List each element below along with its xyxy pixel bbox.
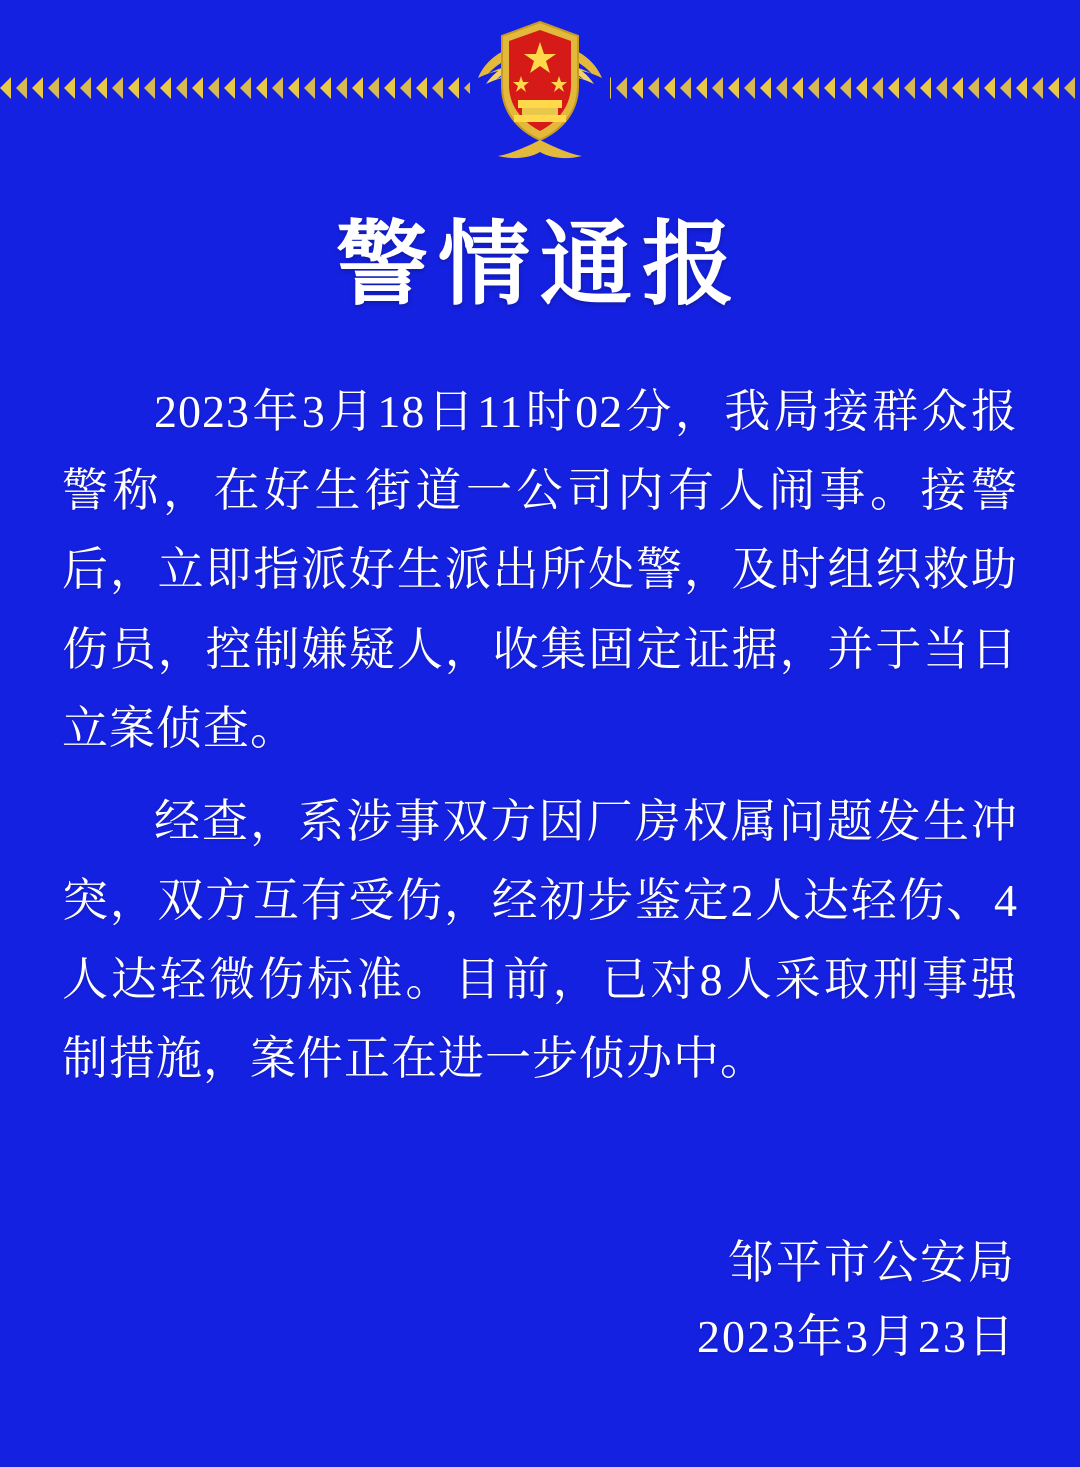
signature-date: 2023年3月23日 (697, 1311, 1016, 1363)
signature-issuer: 邹平市公安局 (728, 1236, 1016, 1288)
notice-body (62, 372, 1018, 1098)
chevron-left-icon (320, 77, 331, 99)
chevron-left-icon (464, 77, 470, 99)
chevron-left-icon (384, 77, 395, 99)
chevron-left-icon (192, 77, 203, 99)
chevron-left-icon (680, 77, 691, 99)
poster-header (0, 0, 1080, 175)
chevron-left-icon (872, 77, 883, 99)
chevron-left-icon (808, 77, 819, 99)
chevron-left-icon (952, 77, 963, 99)
chevron-left-icon (16, 77, 27, 99)
chevron-left-icon (48, 77, 59, 99)
chevron-left-icon (1016, 77, 1027, 99)
chevron-left-icon (208, 77, 219, 99)
chevron-left-icon (904, 77, 915, 99)
chevron-left-icon (610, 77, 611, 99)
chevron-left-icon (936, 77, 947, 99)
chevron-left-icon (792, 77, 803, 99)
chevron-left-icon (144, 77, 155, 99)
chevron-left-icon (336, 77, 347, 99)
chevron-left-icon (1032, 77, 1043, 99)
chevron-left-icon (968, 77, 979, 99)
chevron-left-icon (448, 77, 459, 99)
chevron-left-icon (760, 77, 771, 99)
chevron-left-icon (128, 77, 139, 99)
chevron-left-icon (80, 77, 91, 99)
page-title: 警情通报 (335, 214, 744, 316)
chevron-left-icon (240, 77, 251, 99)
china-police-emblem-icon (474, 8, 606, 168)
chevron-left-icon (776, 77, 787, 99)
chevron-left-icon (632, 77, 643, 99)
chevron-left-icon (728, 77, 739, 99)
notice-paragraph-2: 经查，系涉事双方因厂房权属问题发生冲突，双方互有受伤，经初步鉴定2人达轻伤、4人达轻微伤标准。目前，已对8人采取刑事强制措施，案件正在进一步侦办中。 (62, 795, 1018, 1085)
chevron-left-icon (96, 77, 107, 99)
chevron-left-icon (160, 77, 171, 99)
chevron-left-icon (616, 77, 627, 99)
chevron-left-icon (1064, 77, 1075, 99)
chevron-left-icon (1048, 77, 1059, 99)
chevron-left-icon (272, 77, 283, 99)
chevron-left-icon (744, 77, 755, 99)
chevron-left-icon (856, 77, 867, 99)
chevron-left-icon (824, 77, 835, 99)
chevron-left-icon (352, 77, 363, 99)
chevron-left-icon (696, 77, 707, 99)
chevron-left-icon (840, 77, 851, 99)
chevron-left-icon (0, 77, 11, 99)
chevron-left-icon (920, 77, 931, 99)
chevron-left-icon (648, 77, 659, 99)
chevron-left-icon (984, 77, 995, 99)
chevron-left-icon (112, 77, 123, 99)
chevron-left-icon (1000, 77, 1011, 99)
chevron-left-icon (712, 77, 723, 99)
chevron-left-icon (64, 77, 75, 99)
chevron-band-right (610, 74, 1080, 102)
chevron-left-icon (432, 77, 443, 99)
chevron-left-icon (368, 77, 379, 99)
chevron-left-icon (400, 77, 411, 99)
chevron-left-icon (256, 77, 267, 99)
chevron-left-icon (888, 77, 899, 99)
chevron-left-icon (32, 77, 43, 99)
chevron-left-icon (664, 77, 675, 99)
chevron-left-icon (176, 77, 187, 99)
chevron-band-left (0, 74, 470, 102)
signature-block (697, 1226, 1016, 1375)
chevron-left-icon (304, 77, 315, 99)
chevron-left-icon (288, 77, 299, 99)
chevron-left-icon (416, 77, 427, 99)
chevron-left-icon (224, 77, 235, 99)
notice-paragraph-1: 2023年3月18日11时02分，我局接群众报警称，在好生街道一公司内有人闹事。接警后，立即指派好生派出所处警，及时组织救助伤员，控制嫌疑人，收集固定证据，并于当日立案侦查。 (62, 386, 1018, 754)
